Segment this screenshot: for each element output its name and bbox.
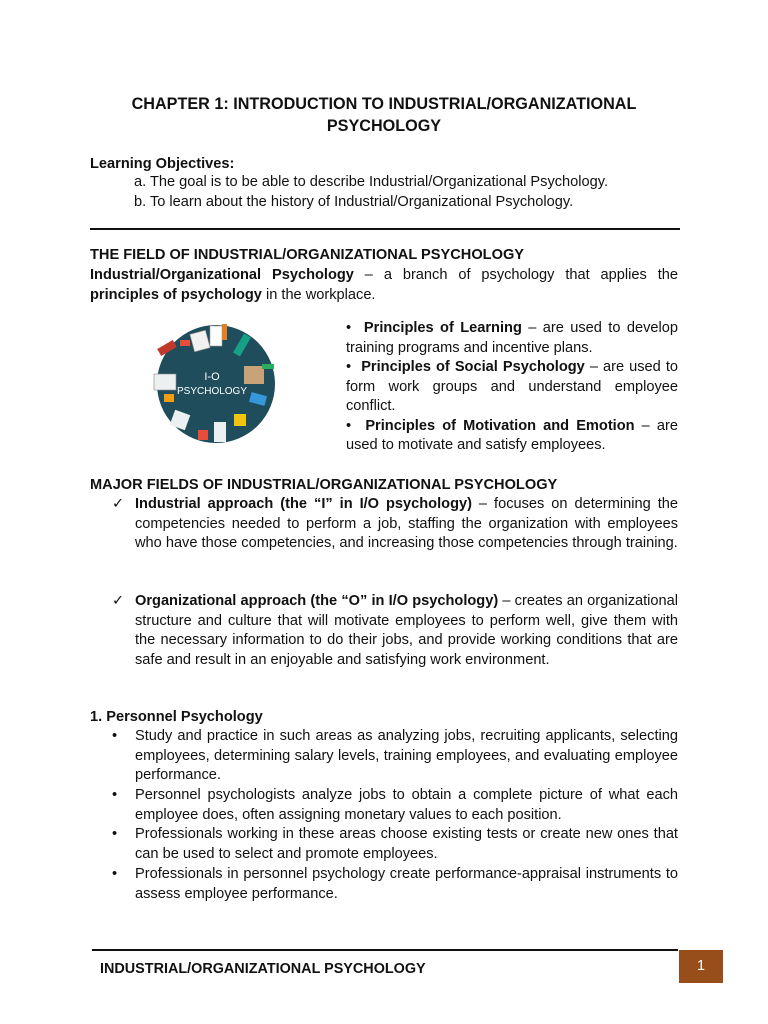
principle-item xyxy=(346,417,678,456)
page-title xyxy=(90,93,678,137)
bullet: • xyxy=(112,826,118,842)
list-item-text: Professionals in personnel psychology create performance-appraisal instruments to assess employee performance. xyxy=(135,866,678,902)
major-fields-heading: MAJOR FIELDS OF INDUSTRIAL/ORGANIZATIONAL PSYCHOLOGY xyxy=(90,477,558,493)
approach-term: Organizational approach (the “O” in I/O psychology) xyxy=(135,593,499,609)
logo-text-1: I-O xyxy=(204,371,220,383)
bullet: • xyxy=(346,359,352,375)
principle-desc: – are used to motivate and satisfy employees. xyxy=(346,417,678,453)
principle-item xyxy=(346,319,678,358)
title-line-1: CHAPTER 1: INTRODUCTION TO INDUSTRIAL/ORGANIZATIONAL xyxy=(131,95,637,113)
checkmark-icon: ✓ xyxy=(112,496,125,512)
page-number: 1 xyxy=(679,950,723,983)
bullet: • xyxy=(112,787,118,803)
footer-label: INDUSTRIAL/ORGANIZATIONAL PSYCHOLOGY xyxy=(100,961,426,977)
footer-divider xyxy=(92,949,678,951)
bullet: • xyxy=(112,728,118,744)
approach-desc: – creates an organizational structure and culture that will motivate employees to perform well, give them with the necessary information to do their jobs, and provide working conditions that are safe and result in an enjoyable and satisfying work environment. xyxy=(135,593,678,668)
bullet: • xyxy=(346,417,352,434)
bullet: • xyxy=(112,866,118,882)
objective-a: a. The goal is to be able to describe Industrial/Organizational Psychology. xyxy=(134,174,609,190)
learning-objectives-heading: Learning Objectives: xyxy=(90,156,235,172)
list-item-text: Professionals working in these areas choose existing tests or create new ones that can be used to select and promote employees. xyxy=(135,826,678,862)
principles-list xyxy=(346,319,678,456)
title-line-2: PSYCHOLOGY xyxy=(326,117,442,135)
io-psychology-logo xyxy=(146,322,282,446)
list-item-text: Personnel psychologists analyze jobs to obtain a complete picture of what each employee does, often assigning monetary values to each position. xyxy=(135,787,678,823)
principle-term: Principles of Motivation and Emotion xyxy=(365,417,635,434)
principle-term: Principles of Learning xyxy=(363,320,522,336)
principle-item xyxy=(346,358,678,417)
principle-term: Principles of Social Psychology xyxy=(361,359,585,375)
list-item-text: Study and practice in such areas as analyzing jobs, recruiting applicants, selecting employees, determining salary levels, training employees, and evaluating employee performance. xyxy=(135,728,678,783)
field-heading: THE FIELD OF INDUSTRIAL/ORGANIZATIONAL PSYCHOLOGY xyxy=(90,247,525,263)
section-divider xyxy=(90,228,680,230)
definition-term: Industrial/Organizational Psychology xyxy=(90,267,354,283)
personnel-heading: 1. Personnel Psychology xyxy=(90,709,263,725)
definition-mid: – a branch of psychology that applies the xyxy=(353,267,678,283)
principle-desc: – are used to develop training programs and incentive plans. xyxy=(346,320,678,356)
definition-bold: principles of psychology xyxy=(90,286,262,303)
principle-desc: – are used to form work groups and understand employee conflict. xyxy=(346,359,678,414)
approach-term: Industrial approach (the “I” in I/O psychology) xyxy=(135,496,472,512)
bullet: • xyxy=(346,320,352,336)
objective-b: b. To learn about the history of Industrial/Organizational Psychology. xyxy=(134,193,574,210)
approach-desc: – focuses on determining the competencies needed to perform a job, staffing the organization with employees who have those competencies, and increasing those competencies through training. xyxy=(135,496,678,551)
logo-text-2: PSYCHOLOGY xyxy=(176,386,248,397)
learning-objectives-list xyxy=(134,173,608,212)
definition-end: in the workplace. xyxy=(261,286,376,303)
checkmark-icon: ✓ xyxy=(112,593,125,609)
field-definition xyxy=(90,266,678,305)
